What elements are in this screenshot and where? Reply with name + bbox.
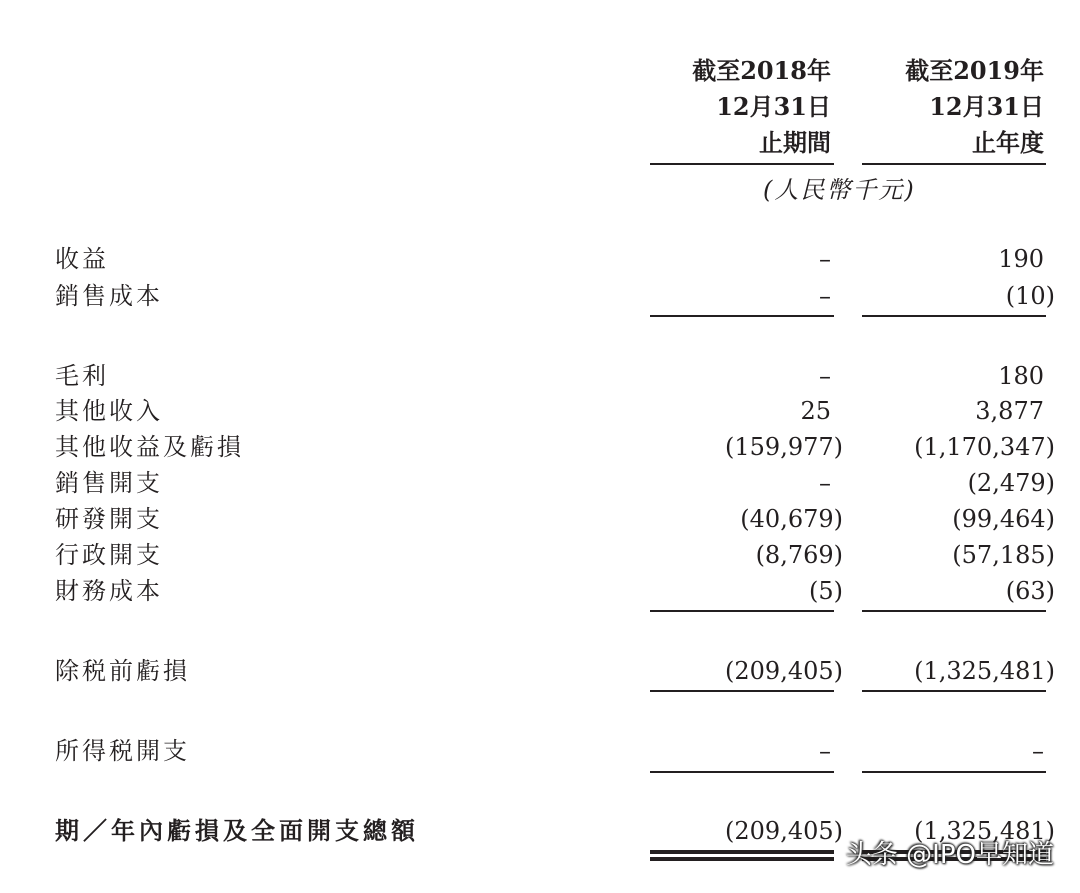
watermark: 头条 @IPO早知道 [845, 840, 1054, 870]
subtotal-rule-2019 [862, 315, 1046, 317]
value-2018-other-income: 25 [800, 397, 831, 425]
subtotal-rule-2019 [862, 690, 1046, 692]
header-2018-line1: 截至2018年 [692, 56, 831, 85]
row-label-rd-expenses: 研發開支 [55, 505, 163, 533]
value-2018-revenue: – [819, 245, 831, 273]
row-label-admin-expenses: 行政開支 [55, 541, 163, 569]
value-2019-total-comprehensive-loss: (1,325,481) [914, 817, 1055, 845]
value-2019-other-gains-losses: (1,170,347) [914, 433, 1055, 461]
row-label-selling-expenses: 銷售開支 [55, 469, 163, 497]
value-2019-income-tax: – [1032, 737, 1044, 765]
header-2019-line3: 止年度 [972, 128, 1044, 157]
value-2018-admin-expenses: (8,769) [755, 541, 843, 569]
subtotal-rule-2018 [650, 315, 834, 317]
row-label-total-comprehensive-loss: 期／年內虧損及全面開支總額 [55, 816, 419, 845]
value-2019-gross-profit: 180 [998, 362, 1044, 390]
header-2019-line1: 截至2019年 [905, 56, 1044, 85]
value-2019-loss-before-tax: (1,325,481) [914, 657, 1055, 685]
value-2019-selling-expenses: (2,479) [967, 469, 1055, 497]
header-2018-line3: 止期間 [759, 128, 831, 157]
subtotal-rule-2018 [650, 690, 834, 692]
value-2018-loss-before-tax: (209,405) [725, 657, 843, 685]
row-label-other-gains-losses: 其他收益及虧損 [55, 433, 244, 461]
value-2018-finance-costs: (5) [809, 577, 843, 605]
value-2018-other-gains-losses: (159,977) [725, 433, 843, 461]
row-label-other-income: 其他收入 [55, 397, 163, 425]
total-double-rule-bottom-2018 [650, 857, 834, 861]
value-2019-admin-expenses: (57,185) [952, 541, 1055, 569]
row-label-gross-profit: 毛利 [55, 362, 109, 390]
row-label-revenue: 收益 [55, 245, 109, 273]
value-2018-cost-of-sales: – [819, 282, 831, 310]
subtotal-rule-2019 [862, 610, 1046, 612]
value-2018-rd-expenses: (40,679) [740, 505, 843, 533]
value-2018-gross-profit: – [819, 362, 831, 390]
value-2018-selling-expenses: – [819, 469, 831, 497]
subtotal-rule-2019 [862, 771, 1046, 773]
total-double-rule-top-2018 [650, 850, 834, 854]
row-label-income-tax: 所得税開支 [55, 737, 190, 765]
value-2019-revenue: 190 [998, 245, 1044, 273]
header-2018-line2: 12月31日 [716, 92, 831, 121]
unit-label: (人民幣千元) [763, 176, 916, 204]
value-2018-total-comprehensive-loss: (209,405) [725, 817, 843, 845]
header-rule-2019 [862, 163, 1046, 165]
row-label-cost-of-sales: 銷售成本 [55, 282, 163, 310]
row-label-loss-before-tax: 除税前虧損 [55, 657, 190, 685]
value-2018-income-tax: – [819, 737, 831, 765]
value-2019-other-income: 3,877 [975, 397, 1044, 425]
subtotal-rule-2018 [650, 610, 834, 612]
row-label-finance-costs: 財務成本 [55, 577, 163, 605]
value-2019-rd-expenses: (99,464) [952, 505, 1055, 533]
header-2019-line2: 12月31日 [929, 92, 1044, 121]
value-2019-finance-costs: (63) [1005, 577, 1055, 605]
subtotal-rule-2018 [650, 771, 834, 773]
value-2019-cost-of-sales: (10) [1005, 282, 1055, 310]
header-rule-2018 [650, 163, 834, 165]
